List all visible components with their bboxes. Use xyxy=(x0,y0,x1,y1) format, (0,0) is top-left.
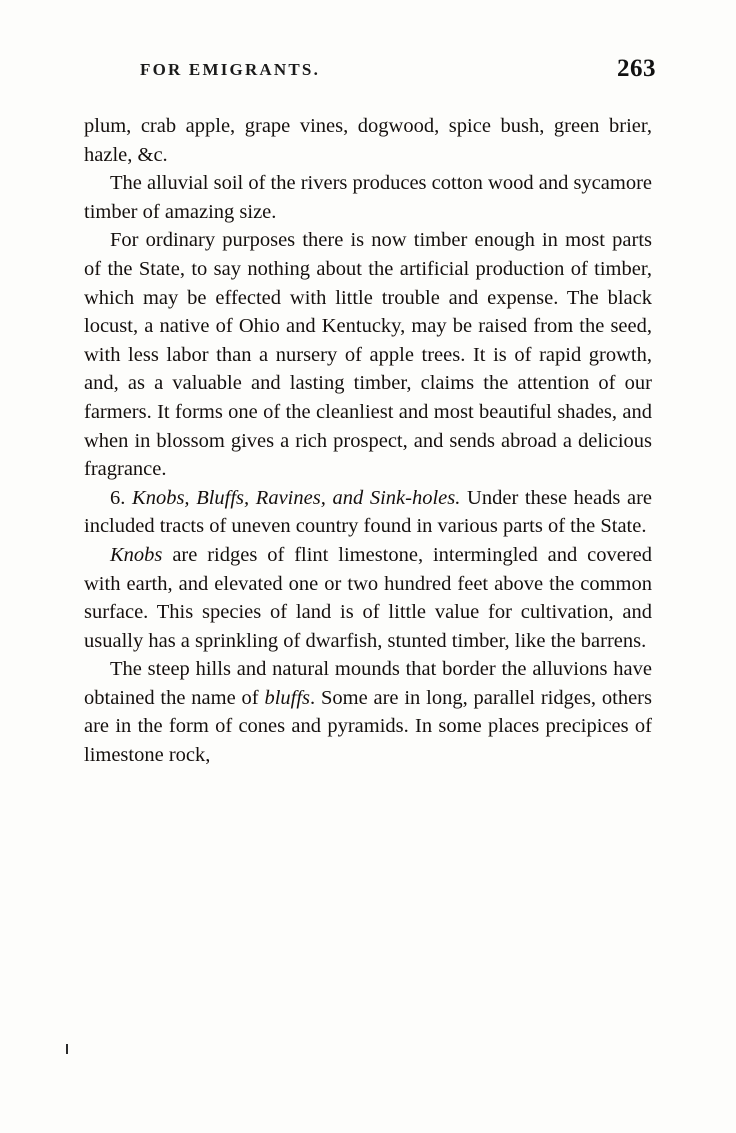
section-number: 6. xyxy=(110,486,133,509)
paragraph-5 xyxy=(84,541,652,655)
paragraph-3: For ordinary purposes there is now timber enough in most parts of the State, to say nothing about the artificial production of timber, which may be effected with little trouble and expense. The black locust, a native of Ohio and Kentucky, may be raised from the seed, with less labor than a nursery of apple trees. It is of rapid growth, and, as a valuable and lasting timber, claims the attention of our farmers. It forms one of the cleanliest and most beautiful shades, and when in blossom gives a rich prospect, and sends abroad a delicious fragrance. xyxy=(84,229,652,481)
page-margin-mark xyxy=(66,1044,68,1054)
section-heading-italic: Knobs, Bluffs, Ravines, and Sink-holes. xyxy=(132,486,461,509)
paragraph-4-text: Under these heads are included tracts of uneven country found in various parts of the State. xyxy=(84,486,653,538)
page-header xyxy=(80,55,656,87)
paragraph-6-text-before: The steep hills and natural mounds that border the alluvions have obtained the name of xyxy=(84,658,652,709)
paragraph-1: plum, crab apple, grape vines, dogwood, spice bush, green brier, hazle, &c. xyxy=(84,115,652,166)
paragraph-6-text-after: . Some are in long, parallel ridges, others are in the form of cones and pyramids. In some places precipices of limestone rock, xyxy=(84,686,652,767)
paragraph-2: The alluvial soil of the rivers produces cotton wood and sycamore timber of amazing size. xyxy=(84,172,652,223)
term-knobs: Knobs xyxy=(110,543,163,566)
paragraph-4 xyxy=(84,484,652,541)
paragraph-5-text: are ridges of flint limestone, intermingled and covered with earth, and elevated one or two hundred feet above the common surface. This species of land is of little value for cultivation, and usually has a sprinkling of dwarfish, stunted timber, like the barrens. xyxy=(84,543,653,652)
term-bluffs: bluffs xyxy=(264,686,311,709)
paragraph-6 xyxy=(84,655,652,769)
page-number: 263 xyxy=(617,55,656,82)
body-text xyxy=(84,112,652,770)
running-title: FOR EMIGRANTS. xyxy=(140,60,321,79)
